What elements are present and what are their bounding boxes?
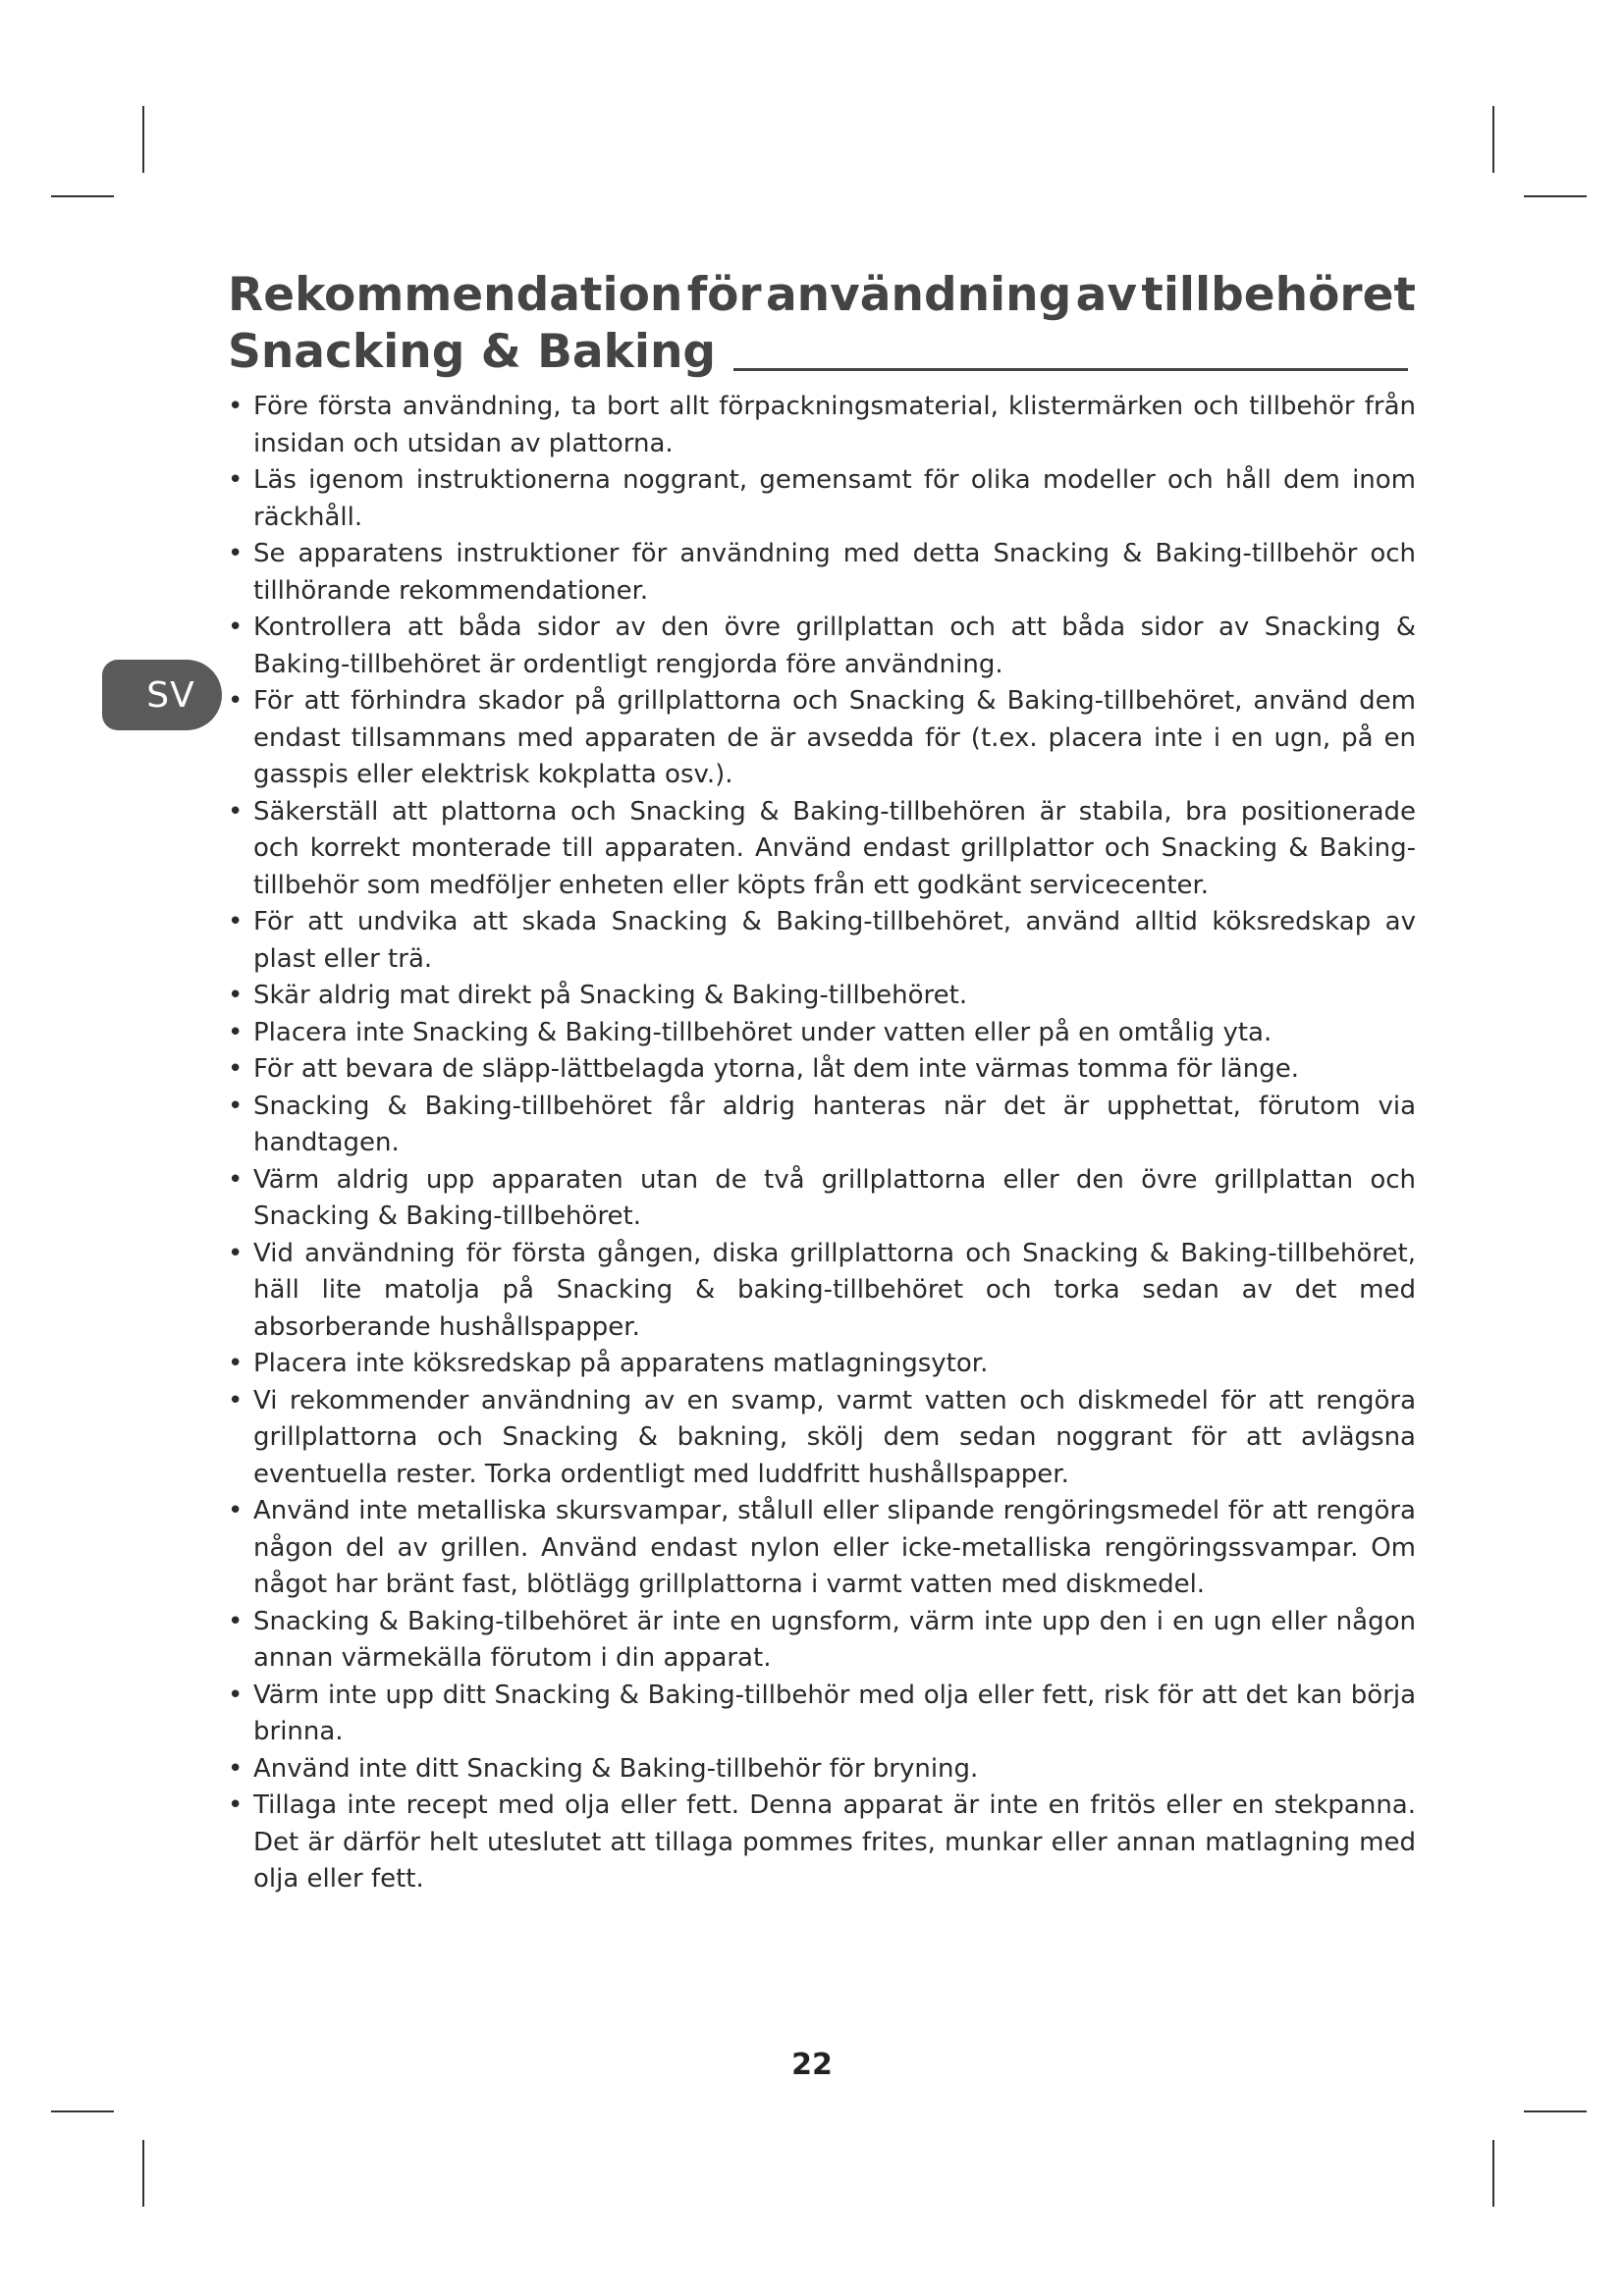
list-item: • Placera inte köksredskap på apparatens matlagningsytor. bbox=[228, 1346, 1416, 1383]
list-item: • För att bevara de släpp-lättbelagda ytorna, låt dem inte värmas tomma för länge. bbox=[228, 1051, 1416, 1089]
page-title bbox=[228, 267, 1416, 381]
crop-mark-bottom-left-horizontal bbox=[51, 2110, 114, 2112]
page-number: 22 bbox=[791, 2048, 833, 2082]
title-word: Rekommendation bbox=[228, 268, 683, 322]
list-item: • Värm aldrig upp apparaten utan de två grillplattorna eller den övre grillplattan och Snacking & Baking-tillbehöret. bbox=[228, 1162, 1416, 1236]
list-item: • Vi rekommender användning av en svamp, varmt vatten och diskmedel för att rengöra grillplattorna och Snacking & bakning, skölj dem sedan noggrant för att avlägsna eventuella rester. Torka ordentligt med luddfritt hushållspapper. bbox=[228, 1383, 1416, 1494]
crop-mark-bottom-right-horizontal bbox=[1524, 2110, 1587, 2112]
list-item: • Värm inte upp ditt Snacking & Baking-tillbehör med olja eller fett, risk för att det kan börja brinna. bbox=[228, 1678, 1416, 1751]
recommendation-list bbox=[228, 389, 1416, 1898]
crop-mark-bottom-left-vertical bbox=[142, 2140, 144, 2207]
list-item: • Se apparatens instruktioner för användning med detta Snacking & Baking-tillbehör och tillhörande rekommendationer. bbox=[228, 536, 1416, 610]
title-line-2 bbox=[228, 324, 1416, 381]
title-rule bbox=[733, 368, 1408, 371]
list-item: • För att förhindra skador på grillplattorna och Snacking & Baking-tillbehöret, använd dem endast tillsammans med apparaten de är avsedda för (t.ex. placera inte i en ugn, på en gasspis eller elektrisk kokplatta osv.). bbox=[228, 683, 1416, 794]
title-line-1 bbox=[228, 267, 1416, 324]
crop-mark-top-left-vertical bbox=[142, 106, 144, 173]
crop-mark-bottom-right-vertical bbox=[1492, 2140, 1494, 2207]
language-tab-label: SV bbox=[146, 674, 195, 716]
list-item: • Placera inte Snacking & Baking-tillbehöret under vatten eller på en omtålig yta. bbox=[228, 1015, 1416, 1052]
list-item: • Använd inte metalliska skursvampar, stålull eller slipande rengöringsmedel för att rengöra någon del av grillen. Använd endast nylon eller icke-metalliska rengöringssvampar. Om något har bränt fast, blötlägg grillplattorna i varmt vatten med diskmedel. bbox=[228, 1493, 1416, 1604]
list-item: • Använd inte ditt Snacking & Baking-tillbehör för bryning. bbox=[228, 1751, 1416, 1789]
list-item: • Vid användning för första gången, diska grillplattorna och Snacking & Baking-tillbehöret, häll lite matolja på Snacking & baking-tillbehöret och torka sedan av det med absorberande hushållspapper. bbox=[228, 1236, 1416, 1347]
title-word: tillbehöret bbox=[1141, 268, 1416, 322]
language-tab bbox=[102, 660, 222, 730]
list-item: • Snacking & Baking-tilbehöret är inte en ugnsform, värm inte upp den i en ugn eller någon annan värmekälla förutom i din apparat. bbox=[228, 1604, 1416, 1678]
title-word: av bbox=[1075, 268, 1137, 322]
list-item: • Skär aldrig mat direkt på Snacking & Baking-tillbehöret. bbox=[228, 978, 1416, 1015]
list-item: • Snacking & Baking-tillbehöret får aldrig hanteras när det är upphettat, förutom via handtagen. bbox=[228, 1089, 1416, 1162]
crop-mark-top-right-vertical bbox=[1492, 106, 1494, 173]
list-item: • Före första användning, ta bort allt förpackningsmaterial, klistermärken och tillbehör från insidan och utsidan av plattorna. bbox=[228, 389, 1416, 462]
list-item: • Tillaga inte recept med olja eller fett. Denna apparat är inte en fritös eller en stekpanna. Det är därför helt uteslutet att tillaga pommes frites, munkar eller annan matlagning med olja eller fett. bbox=[228, 1788, 1416, 1898]
list-item: • För att undvika att skada Snacking & Baking-tillbehöret, använd alltid köksredskap av plast eller trä. bbox=[228, 904, 1416, 978]
list-item: • Säkerställ att plattorna och Snacking & Baking-tillbehören är stabila, bra positionerade och korrekt monterade till apparaten. Använd endast grillplattor och Snacking & Baking-tillbehör som medföljer enheten eller köpts från ett godkänt servicecenter. bbox=[228, 794, 1416, 905]
list-item: • Kontrollera att båda sidor av den övre grillplattan och att båda sidor av Snacking & Baking-tillbehöret är ordentligt rengjorda före användning. bbox=[228, 610, 1416, 683]
crop-mark-top-left-horizontal bbox=[51, 195, 114, 197]
list-item: • Läs igenom instruktionerna noggrant, gemensamt för olika modeller och håll dem inom räckhåll. bbox=[228, 462, 1416, 536]
title-word: användning bbox=[765, 268, 1072, 322]
title-word: för bbox=[686, 268, 762, 322]
crop-mark-top-right-horizontal bbox=[1524, 195, 1587, 197]
title-subject: Snacking & Baking bbox=[228, 325, 717, 379]
